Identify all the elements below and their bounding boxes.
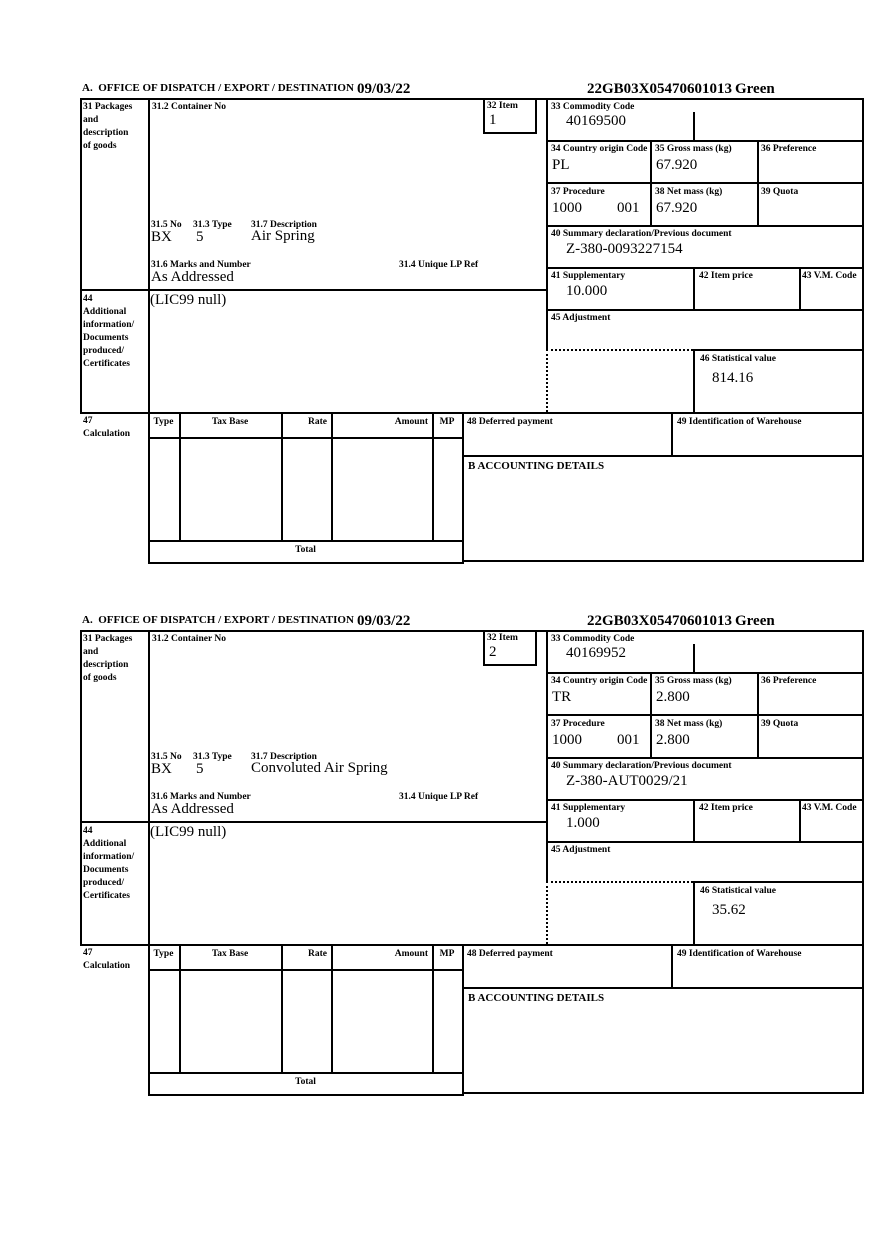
box-31-label: 31 Packages xyxy=(83,634,133,644)
box-315-label: 31.5 No xyxy=(151,220,182,230)
box-37-label: 37 Procedure xyxy=(551,187,605,197)
procedure-value: 1000 xyxy=(552,200,582,216)
box-44-label: Certificates xyxy=(83,359,130,369)
divider-line xyxy=(546,182,864,184)
box-33-label: 33 Commodity Code xyxy=(551,102,635,112)
divider-line xyxy=(179,412,181,542)
net-mass-value: 2.800 xyxy=(656,732,690,748)
divider-line xyxy=(80,289,548,291)
box-31-label: and xyxy=(83,115,99,125)
box-b-label: B ACCOUNTING DETAILS xyxy=(468,992,605,1004)
divider-line xyxy=(693,267,695,311)
calc-col-rate: Rate xyxy=(308,949,327,959)
goods-description-value: Air Spring xyxy=(251,228,315,244)
divider-line xyxy=(462,560,864,562)
box-44-label: Additional xyxy=(83,307,127,317)
calc-col-amount: Amount xyxy=(394,417,428,427)
item-number-value: 1 xyxy=(489,112,497,128)
box-312-label: 31.2 Container No xyxy=(152,634,226,644)
divider-line xyxy=(483,664,537,666)
divider-line xyxy=(693,349,864,351)
divider-line xyxy=(331,412,333,542)
box-313-label: 31.3 Type xyxy=(193,220,232,230)
divider-line xyxy=(80,821,548,823)
statistical-value: 814.16 xyxy=(712,370,754,386)
divider-line xyxy=(331,944,333,1074)
divider-line xyxy=(148,1094,464,1096)
box-33-label: 33 Commodity Code xyxy=(551,634,635,644)
marks-value: As Addressed xyxy=(151,269,234,285)
box-43-label: 43 V.M. Code xyxy=(802,271,857,281)
divider-line xyxy=(80,412,864,414)
divider-line xyxy=(483,98,485,134)
box-312-label: 31.2 Container No xyxy=(152,102,226,112)
box-b-label: B ACCOUNTING DETAILS xyxy=(468,460,605,472)
box-31-label: description xyxy=(83,660,129,670)
divider-line xyxy=(546,799,864,801)
section-a-title: A. OFFICE OF DISPATCH / EXPORT / DESTINATION xyxy=(82,82,354,94)
box-31-label: of goods xyxy=(83,141,117,151)
divider-line xyxy=(281,944,283,1074)
box-44-label: Documents xyxy=(83,865,129,875)
divider-line xyxy=(693,881,695,946)
divider-line xyxy=(462,1092,864,1094)
statistical-value: 35.62 xyxy=(712,902,746,918)
procedure-suffix-value: 001 xyxy=(617,200,640,216)
calc-col-rate: Rate xyxy=(308,417,327,427)
box-44-label: Certificates xyxy=(83,891,130,901)
box-43-label: 43 V.M. Code xyxy=(802,803,857,813)
box-44-label: produced/ xyxy=(83,346,125,356)
box-44-label: Documents xyxy=(83,333,129,343)
box-38-label: 38 Net mass (kg) xyxy=(655,187,723,197)
calc-col-type: Type xyxy=(153,949,174,959)
divider-line xyxy=(546,225,864,227)
divider-line xyxy=(671,944,673,989)
dashed-divider-line xyxy=(546,349,693,351)
box-31-label: and xyxy=(83,647,99,657)
supplementary-value: 1.000 xyxy=(566,815,600,831)
calc-total-label: Total xyxy=(295,1077,316,1087)
calc-col-mp: MP xyxy=(439,949,455,959)
divider-line xyxy=(462,455,864,457)
divider-line xyxy=(80,98,864,100)
box-314-label: 31.4 Unique LP Ref xyxy=(399,260,479,270)
box-44-label: produced/ xyxy=(83,878,125,888)
entry-reference: 22GB03X05470601013 xyxy=(587,613,733,629)
box-46-label: 46 Statistical value xyxy=(700,886,776,896)
item-block-2 xyxy=(80,612,864,1096)
divider-line xyxy=(757,672,759,759)
divider-line xyxy=(432,412,434,542)
box-42-label: 42 Item price xyxy=(699,803,753,813)
divider-line xyxy=(179,944,181,1074)
calc-col-tax-base: Tax Base xyxy=(211,417,249,427)
box-48-label: 48 Deferred payment xyxy=(467,949,553,959)
entry-reference: 22GB03X05470601013 xyxy=(587,81,733,97)
divider-line xyxy=(148,412,150,564)
divider-line xyxy=(432,944,434,1074)
previous-document-value: Z-380-AUT0029/21 xyxy=(566,773,688,789)
divider-line xyxy=(148,98,150,414)
box-40-label: 40 Summary declaration/Previous document xyxy=(551,229,732,239)
calc-col-tax-base: Tax Base xyxy=(211,949,249,959)
dashed-divider-line xyxy=(546,881,548,944)
divider-line xyxy=(80,630,82,946)
divider-line xyxy=(693,881,864,883)
calc-col-amount: Amount xyxy=(394,949,428,959)
commodity-code-value: 40169952 xyxy=(566,645,626,661)
declaration-date: 09/03/22 xyxy=(357,613,411,629)
box-35-label: 35 Gross mass (kg) xyxy=(655,676,732,686)
net-mass-value: 67.920 xyxy=(656,200,698,216)
previous-document-value: Z-380-0093227154 xyxy=(566,241,683,257)
package-no-value: BX xyxy=(151,229,172,245)
box-47-label: Calculation xyxy=(83,961,130,971)
divider-line xyxy=(546,841,864,843)
commodity-code-value: 40169500 xyxy=(566,113,626,129)
divider-line xyxy=(650,672,652,759)
box-49-label: 49 Identification of Warehouse xyxy=(677,949,802,959)
section-a-title: A. OFFICE OF DISPATCH / EXPORT / DESTINATION xyxy=(82,614,354,626)
box-46-label: 46 Statistical value xyxy=(700,354,776,364)
divider-line xyxy=(148,540,464,542)
box-38-label: 38 Net mass (kg) xyxy=(655,719,723,729)
box-36-label: 36 Preference xyxy=(761,144,817,154)
divider-line xyxy=(80,98,82,414)
divider-line xyxy=(650,140,652,227)
divider-line xyxy=(546,757,864,759)
box-31-label: of goods xyxy=(83,673,117,683)
divider-line xyxy=(693,349,695,414)
divider-line xyxy=(546,672,864,674)
divider-line xyxy=(546,630,548,883)
box-317-label: 31.7 Description xyxy=(251,220,317,230)
box-47-label: Calculation xyxy=(83,429,130,439)
box-316-label: 31.6 Marks and Number xyxy=(151,792,251,802)
divider-line xyxy=(799,267,801,311)
box-314-label: 31.4 Unique LP Ref xyxy=(399,792,479,802)
route-indicator: Green xyxy=(735,613,775,629)
box-41-label: 41 Supplementary xyxy=(551,803,626,813)
calc-col-type: Type xyxy=(153,417,174,427)
dashed-divider-line xyxy=(546,349,548,412)
item-block-1 xyxy=(80,80,864,564)
box-42-label: 42 Item price xyxy=(699,271,753,281)
box-31-label: description xyxy=(83,128,129,138)
divider-line xyxy=(483,132,537,134)
box-315-label: 31.5 No xyxy=(151,752,182,762)
gross-mass-value: 2.800 xyxy=(656,689,690,705)
divider-line xyxy=(799,799,801,843)
box-39-label: 39 Quota xyxy=(761,719,799,729)
procedure-suffix-value: 001 xyxy=(617,732,640,748)
box-316-label: 31.6 Marks and Number xyxy=(151,260,251,270)
box-34-label: 34 Country origin Code xyxy=(551,676,648,686)
divider-line xyxy=(862,98,864,562)
divider-line xyxy=(462,987,864,989)
divider-line xyxy=(546,714,864,716)
divider-line xyxy=(148,562,464,564)
procedure-value: 1000 xyxy=(552,732,582,748)
divider-line xyxy=(546,140,864,142)
supplementary-value: 10.000 xyxy=(566,283,608,299)
divider-line xyxy=(462,944,464,1096)
divider-line xyxy=(148,969,464,971)
divider-line xyxy=(693,644,695,674)
divider-line xyxy=(148,944,150,1096)
divider-line xyxy=(757,140,759,227)
box-313-label: 31.3 Type xyxy=(193,752,232,762)
box-49-label: 49 Identification of Warehouse xyxy=(677,417,802,427)
divider-line xyxy=(148,630,150,946)
declaration-date: 09/03/22 xyxy=(357,81,411,97)
box-317-label: 31.7 Description xyxy=(251,752,317,762)
divider-line xyxy=(693,112,695,142)
box-44-label: information/ xyxy=(83,320,135,330)
box-40-label: 40 Summary declaration/Previous document xyxy=(551,761,732,771)
dashed-divider-line xyxy=(546,881,693,883)
divider-line xyxy=(546,98,548,351)
divider-line xyxy=(281,412,283,542)
calc-total-label: Total xyxy=(295,545,316,555)
divider-line xyxy=(693,799,695,843)
divider-line xyxy=(535,98,537,134)
divider-line xyxy=(148,437,464,439)
box-47-label: 47 xyxy=(83,416,93,426)
box-41-label: 41 Supplementary xyxy=(551,271,626,281)
package-type-value: 5 xyxy=(196,229,204,245)
divider-line xyxy=(80,944,864,946)
box-36-label: 36 Preference xyxy=(761,676,817,686)
divider-line xyxy=(546,309,864,311)
divider-line xyxy=(80,630,864,632)
additional-info-value: (LIC99 null) xyxy=(150,824,227,840)
box-44-label: 44 xyxy=(83,294,93,304)
box-32-label: 32 Item xyxy=(487,101,518,111)
box-34-label: 34 Country origin Code xyxy=(551,144,648,154)
goods-description-value: Convoluted Air Spring xyxy=(251,760,388,776)
box-47-label: 47 xyxy=(83,948,93,958)
divider-line xyxy=(462,412,464,564)
box-37-label: 37 Procedure xyxy=(551,719,605,729)
divider-line xyxy=(546,267,864,269)
item-number-value: 2 xyxy=(489,644,497,660)
box-44-label: Additional xyxy=(83,839,127,849)
divider-line xyxy=(483,630,485,666)
box-39-label: 39 Quota xyxy=(761,187,799,197)
box-48-label: 48 Deferred payment xyxy=(467,417,553,427)
box-44-label: information/ xyxy=(83,852,135,862)
box-44-label: 44 xyxy=(83,826,93,836)
package-type-value: 5 xyxy=(196,761,204,777)
box-32-label: 32 Item xyxy=(487,633,518,643)
package-no-value: BX xyxy=(151,761,172,777)
additional-info-value: (LIC99 null) xyxy=(150,292,227,308)
marks-value: As Addressed xyxy=(151,801,234,817)
box-35-label: 35 Gross mass (kg) xyxy=(655,144,732,154)
divider-line xyxy=(535,630,537,666)
calc-col-mp: MP xyxy=(439,417,455,427)
divider-line xyxy=(862,630,864,1094)
gross-mass-value: 67.920 xyxy=(656,157,698,173)
country-origin-value: PL xyxy=(552,157,570,173)
box-31-label: 31 Packages xyxy=(83,102,133,112)
divider-line xyxy=(671,412,673,457)
country-origin-value: TR xyxy=(552,689,572,705)
box-45-label: 45 Adjustment xyxy=(551,845,611,855)
route-indicator: Green xyxy=(735,81,775,97)
box-45-label: 45 Adjustment xyxy=(551,313,611,323)
divider-line xyxy=(148,1072,464,1074)
